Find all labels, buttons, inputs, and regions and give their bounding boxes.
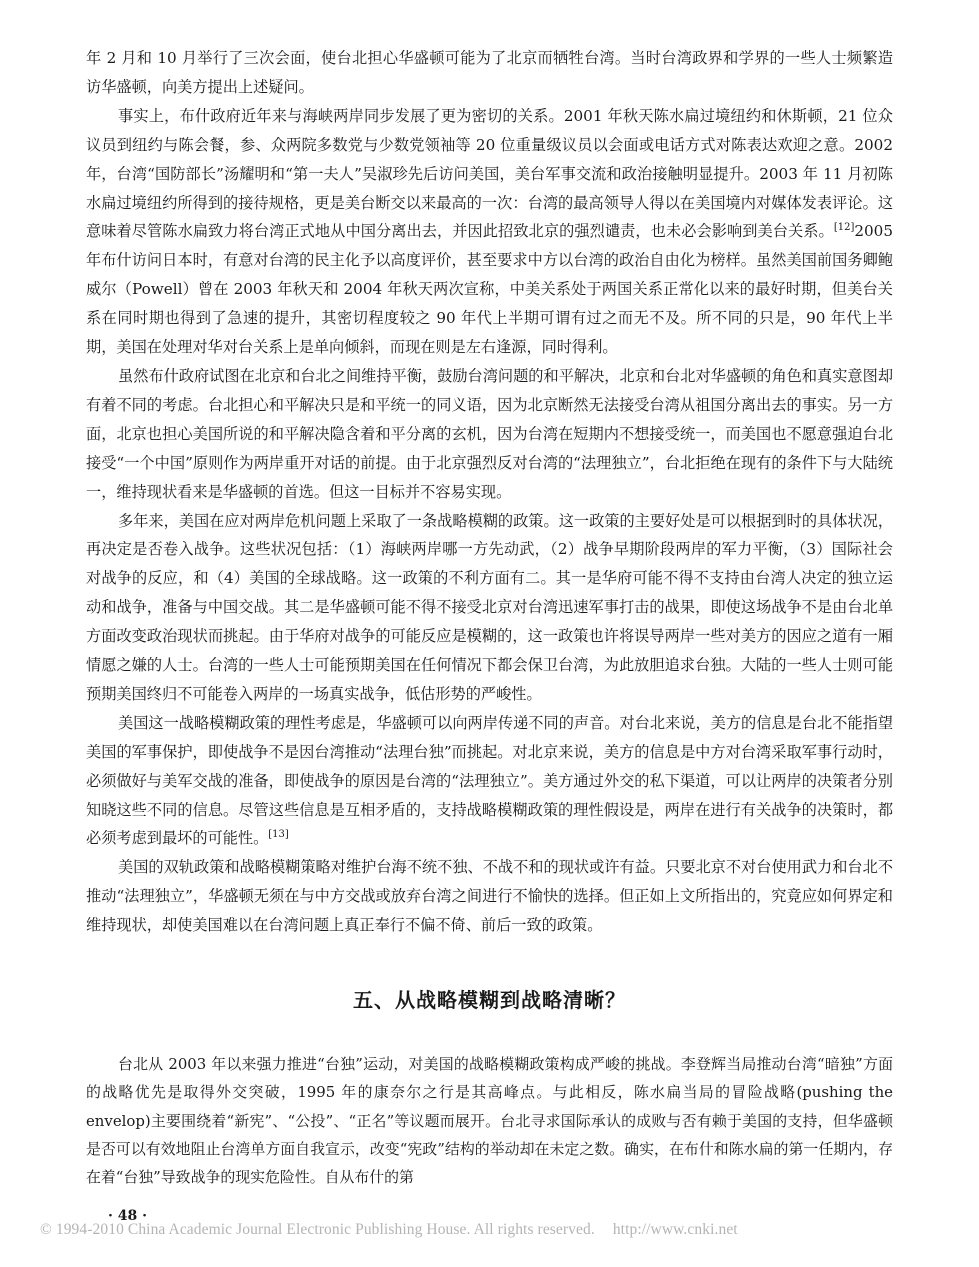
paragraph-text: 虽然布什政府试图在北京和台北之间维持平衡，鼓励台湾问题的和平解决，北京和台北对华盛顿的角色和真实意图却有着不同的考虑。台北担心和平解决只是和平统一的同义语，因为北京断然无法接受台湾从祖国分离出去的事实。另一方面，北京也担心美国所说的和平解决隐含着和平分离的玄机，因为台湾在短期内不想接受统一，而美国也不愿意强迫台北接受“一个中国”原则作为两岸重开对话的前提。由于北京强烈反对台湾的“法理独立”，台北拒绝在现有的条件下与大陆统一，维持现状看来是华盛顿的首选。但这一目标并不容易实现。	[86, 366, 893, 501]
article-body	[86, 44, 893, 1191]
copyright-footer	[40, 1221, 738, 1239]
section-paragraph	[86, 1050, 893, 1191]
section-heading: 五、从战略模糊到战略清晰？	[353, 988, 626, 1013]
page-number: · 48 ·	[108, 1208, 147, 1224]
paragraph-text: 事实上，布什政府近年来与海峡两岸同步发展了更为密切的关系。2001 年秋天陈水扁过境纽约和休斯顿，21 位众议员到纽约与陈会餐，参、众两院多数党与少数党领袖等 20 位重量级议员以会面或电话方式对陈表达欢迎之意。2002 年，台湾“国防部长”汤耀明和“第一夫人”吴淑珍先后访问美国，美台军事交流和政治接触明显提升。2003 年 11 月初陈水扁过境纽约所得到的接待规格，更是美台断交以来最高的一次：台湾的最高领导人得以在美国境内对媒体发表评论。这意味着尽管陈水扁致力将台湾正式地从中国分离出去，并因此招致北京的强烈谴责，也未必会影响到美台关系。	[86, 106, 893, 241]
paragraph-2	[86, 102, 893, 362]
paragraph-text: 美国的双轨政策和战略模糊策略对维护台海不统不独、不战不和的现状或许有益。只要北京不对台使用武力和台北不推动“法理独立”，华盛顿无须在与中方交战或放弃台湾之间进行不愉快的选择。但正如上文所指出的，究竟应如何界定和维持现状，却使美国难以在台湾问题上真正奉行不偏不倚、前后一致的政策。	[86, 858, 893, 935]
copyright-text: © 1994-2010 China Academic Journal Electronic Publishing House. All rights reserved.	[40, 1221, 595, 1238]
paragraph-text-continued: 2005 年布什访问日本时，有意对台湾的民主化予以高度评价，甚至要求中方以台湾的政治自由化为榜样。虽然美国前国务卿鲍威尔（Powell）曾在 2003 年秋天和 2004 年秋天两次宣称，中美关系处于两国关系正常化以来的最好时期，但美台关系在同时期也得到了急速的提升，其密切程度较之 90 年代上半期可谓有过之而无不及。所不同的只是，90 年代上半期，美国在处理对华对台关系上是单向倾斜，而现在则是左右逢源，同时得利。	[86, 222, 893, 357]
paragraph-6	[86, 853, 893, 940]
paragraph-text: 美国这一战略模糊政策的理性考虑是，华盛顿可以向两岸传递不同的声音。对台北来说，美方的信息是台北不能指望美国的军事保护，即使战争不是因台湾推动“法理台独”而挑起。对北京来说，美方的信息是中方对台湾采取军事行动时，必须做好与美军交战的准备，即使战争的原因是台湾的“法理独立”。美方通过外交的私下渠道，可以让两岸的决策者分别知晓这些不同的信息。尽管这些信息是互相矛盾的，支持战略模糊政策的理性假设是，两岸在进行有关战争的决策时，都必须考虑到最坏的可能性。	[86, 713, 893, 848]
footer-url[interactable]: http://www.cnki.net	[612, 1221, 738, 1238]
paragraph-5	[86, 709, 893, 854]
paragraph-4	[86, 507, 893, 709]
paragraph-text: 多年来，美国在应对两岸危机问题上采取了一条战略模糊的政策。这一政策的主要好处是可以根据到时的具体状况，再决定是否卷入战争。这些状况包括：（1）海峡两岸哪一方先动武，（2）战争早期阶段两岸的军力平衡，（3）国际社会对战争的反应，和（4）美国的全球战略。这一政策的不利方面有二。其一是华府可能不得不支持由台湾人决定的独立运动和战争，准备与中国交战。其二是华盛顿可能不得不接受北京对台湾迅速军事打击的战果，即使这场战争不是由台北单方面改变政治现状而挑起。由于华府对战争的可能反应是模糊的，这一政策也许将误导两岸一些对美方的因应之道有一厢情愿之嫌的人士。台湾的一些人士可能预期美国在任何情况下都会保卫台湾，为此放胆追求台独。大陆的一些人士则可能预期美国终归不可能卷入两岸的一场真实战争，低估形势的严峻性。	[86, 511, 893, 703]
paragraph-text: 台北从 2003 年以来强力推进“台独”运动，对美国的战略模糊政策构成严峻的挑战。李登辉当局推动台湾“暗独”方面的战略优先是取得外交突破，1995 年的康奈尔之行是其高峰点。与此相反，陈水扁当局的冒险战略(pushing the envelop)主要围绕着“新宪”、“公投”、“正名”等议题而展开。台北寻求国际承认的成败与否有赖于美国的支持，但华盛顿是否可以有效地阻止台湾单方面自我宣示，改变“宪政”结构的举动却在未定之数。确实，在布什和陈水扁的第一任期内，存在着“台独”导致战争的现实危险性。自从布什的第	[86, 1055, 893, 1186]
paragraph-1	[86, 44, 893, 102]
footnote-ref-12[interactable]: [12]	[833, 222, 855, 234]
paragraph-3	[86, 362, 893, 507]
paragraph-text: 年 2 月和 10 月举行了三次会面，使台北担心华盛顿可能为了北京而牺牲台湾。当时台湾政界和学界的一些人士频繁造访华盛顿，向美方提出上述疑问。	[86, 49, 893, 96]
footnote-ref-13[interactable]: [13]	[268, 829, 289, 841]
